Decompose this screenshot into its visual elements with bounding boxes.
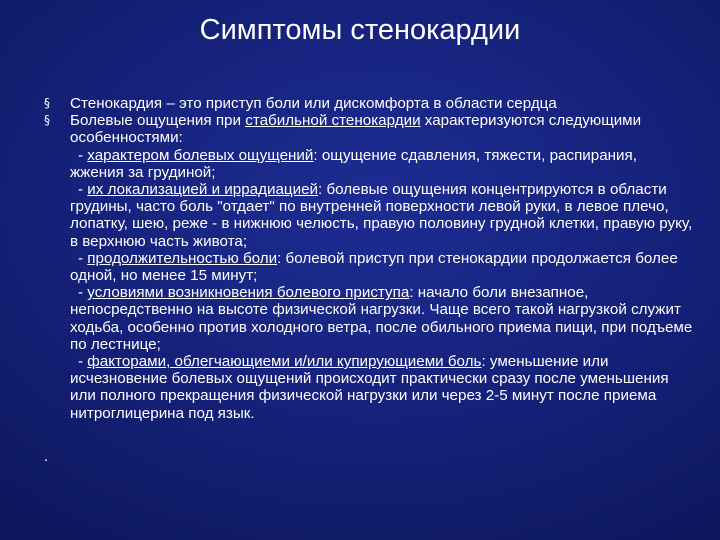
bullet-text-features-suffix: характеризуются следующими особенностями: <box>70 112 642 147</box>
feature-dash: - <box>78 284 88 302</box>
slide-title: Симптомы стенокардии <box>199 14 521 46</box>
feature-onset-conditions <box>70 284 694 353</box>
bullet-marker-icon: § <box>44 113 50 128</box>
bullet-text-features-prefix: Болевые ощущения при <box>70 112 246 130</box>
feature-character <box>70 147 694 181</box>
feature-text-relief-factors: : уменьшение или исчезновение болевых ощущений происходит практически сразу после уменьшения или полного прекращения физической нагрузки или через 2-5 минут после приема нитроглицерина под язык. <box>70 353 669 422</box>
feature-term-onset-conditions[interactable]: условиями возникновения болевого приступа <box>87 284 410 302</box>
feature-dash: - <box>78 353 88 371</box>
feature-relief-factors <box>70 353 694 422</box>
feature-duration <box>70 250 694 284</box>
feature-term-localization[interactable]: их локализацией и иррадиацией <box>87 181 319 199</box>
feature-text-character: : ощущение сдавления, тяжести, распирания, жжения за грудиной; <box>70 146 637 181</box>
feature-dash: - <box>78 146 88 164</box>
trailing-dot: . <box>44 448 49 465</box>
feature-term-duration[interactable]: продолжительностью боли <box>87 249 278 267</box>
bullet-text-definition: Стенокардия – это приступ боли или дискомфорта в области сердца <box>70 95 557 112</box>
feature-text-onset-conditions: : начало боли внезапное, непосредственно на высоте физической нагрузки. Чаще всего такой нагрузкой служит ходьба, особенно против холодного ветра, после обильного приема пищи, при подъеме по лестнице; <box>70 284 693 353</box>
feature-text-localization: : болевые ощущения концентрируются в области грудины, часто боль "отдает" по внутренней поверхности левой руки, в левое плечо, лопатку, шею, реже - в нижнюю челюсть, правую половину грудной клетки, правую руку, в верхнюю часть живота; <box>70 181 693 250</box>
feature-term-relief-factors[interactable]: факторами, облегчающиеми и/или купирующиеми боль <box>87 353 482 371</box>
feature-dash: - <box>78 249 88 267</box>
feature-dash: - <box>78 181 88 199</box>
feature-term-character[interactable]: характером болевых ощущений <box>87 146 314 164</box>
bullet-item-features <box>44 112 694 422</box>
stable-angina-link[interactable]: стабильной стенокардии <box>245 112 421 130</box>
feature-text-duration: : болевой приступ при стенокардии продолжается более одной, но менее 15 минут; <box>70 249 678 285</box>
bullet-marker-icon: § <box>44 96 50 110</box>
feature-localization <box>70 181 694 250</box>
bullet-list <box>44 95 694 422</box>
bullet-item-definition <box>44 95 694 112</box>
